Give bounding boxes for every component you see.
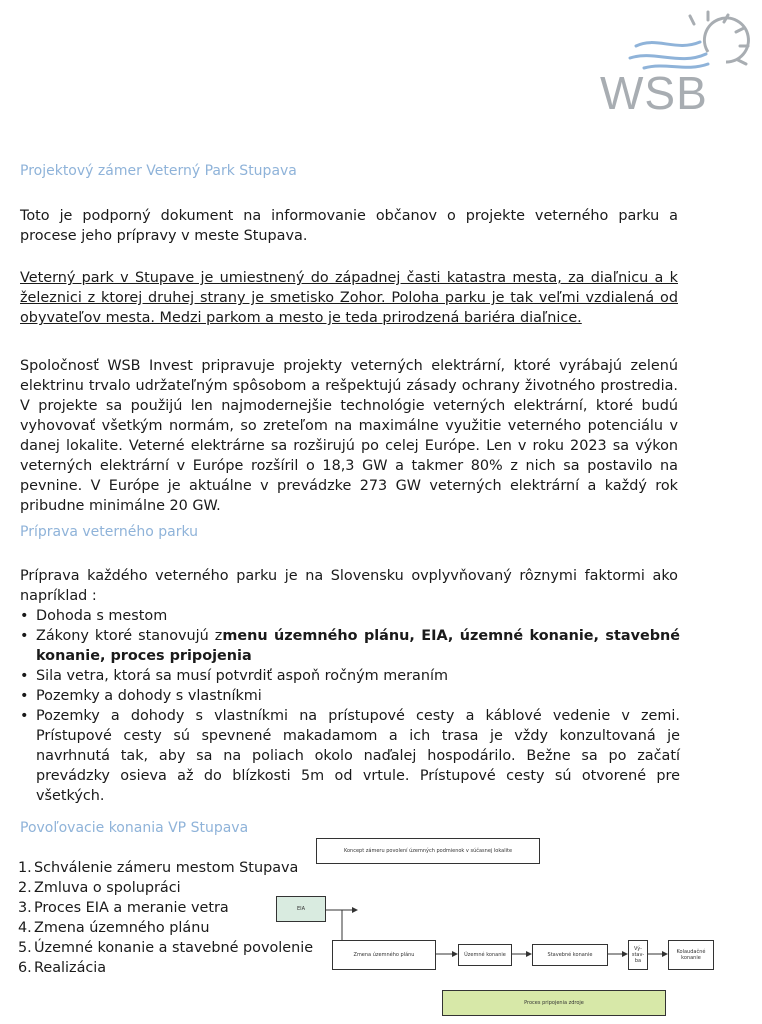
sun-wind-icon — [596, 6, 756, 76]
company-paragraph: Spoločnosť WSB Invest pripravuje projekty veterných elektrární, ktoré vyrábajú zelenú elektrinu trvalo udržateľným spôsobom a rešpektujú zásady ochrany životného prostredia. V projekte sa použijú len najmodernejšie technológie veterných elektrární, ktoré budú vyhovovať všetkým normám, so zreteľom na maximálne využitie veterného potenciálu v danej lokalite. Veterné elektrárne sa rozširujú po celej Európe. Len v roku 2023 sa výkon veterných elektrární v Európe rozšíril o 18,3 GW a takmer 80% z nich sa postavilo na pevnine. V Európe je aktuálne v prevádzke 273 GW veterných elektrární a každý rok pribudne minimálne 20 GW. — [20, 358, 678, 514]
bullet-icon: • — [20, 708, 29, 724]
diagram-box-grid-connection: Proces pripojenia zdroje — [442, 990, 666, 1016]
bullet-icon: • — [20, 668, 29, 684]
permit-process-diagram — [276, 836, 760, 1022]
factors-paragraph: Príprava každého veterného parku je na Slovensku ovplyvňovaný rôznymi faktormi ako napríklad : — [20, 568, 678, 604]
logo-text: WSB — [600, 67, 708, 119]
diagram-box-concept: Koncept zámeru povolení územných podmienok v súčasnej lokalite — [316, 838, 540, 864]
permit-steps-list — [18, 858, 313, 978]
section-heading-project: Projektový zámer Veterný Park Stupava — [20, 163, 297, 179]
bullet-icon: • — [20, 608, 29, 624]
wsb-logo — [596, 6, 756, 118]
list-item: • Dohoda s mestom — [20, 608, 168, 624]
section-heading-permits: Povoľovacie konania VP Stupava — [20, 820, 249, 836]
diagram-box-territorial: Územné konanie — [458, 944, 512, 966]
list-item: 5. Územné konanie a stavebné povolenie — [18, 940, 314, 956]
diagram-box-eia: EIA — [276, 896, 326, 922]
location-paragraph: Veterný park v Stupave je umiestnený do západnej časti katastra mesta, za diaľnicu a k železnici z ktorej druhej strany je smetisko Zohor. Poloha parku je tak veľmi vzdialená od obyvateľov mesta. Medzi parkom a mesto je teda prirodzená bariéra diaľnice. — [20, 270, 678, 326]
list-item: 3. Proces EIA a meranie vetra — [18, 900, 229, 916]
bullet-icon: • — [20, 688, 29, 704]
intro-paragraph: Toto je podporný dokument na informovanie občanov o projekte veterného parku a procese jeho prípravy v meste Stupava. — [20, 208, 678, 244]
list-item: • Pozemky a dohody s vlastníkmi — [20, 688, 262, 704]
list-item: 6. Realizácia — [18, 960, 107, 976]
diagram-box-zoning-change: Zmena územného plánu — [332, 940, 436, 970]
list-item: • Sila vetra, ktorá sa musí potvrdiť aspoň ročným meraním — [20, 668, 448, 684]
list-item: 4. Zmena územného plánu — [18, 920, 210, 936]
bullet-icon: • — [20, 628, 29, 644]
list-item: 2. Zmluva o spolupráci — [18, 880, 181, 896]
factors-list — [20, 606, 680, 806]
list-item: 1. Schválenie zámeru mestom Stupava — [18, 860, 299, 876]
diagram-box-approval: Kolaudačné konanie — [668, 940, 714, 970]
diagram-box-construction: Vý- stav- ba — [628, 940, 648, 970]
diagram-box-building: Stavebné konanie — [532, 944, 608, 966]
list-item: • Zákony ktoré stanovujú zmenu územného plánu, EIA, územné konanie, stavebné konanie, proces pripojenia — [20, 628, 681, 664]
section-heading-preparation: Príprava veterného parku — [20, 524, 199, 540]
list-item: • Pozemky a dohody s vlastníkmi na prístupové cesty a káblové vedenie v zemi. Prístupové cesty sú spevnené makadamom a ich trasa je vždy konzultovaná je navrhnutá tak, aby sa na poliach okolo naďalej hospodárilo. Bežne sa po začatí prevádzky osieva až do blízkosti 5m od vrtule. Prístupové cesty sú otvorené pre všetkých. — [20, 708, 680, 804]
